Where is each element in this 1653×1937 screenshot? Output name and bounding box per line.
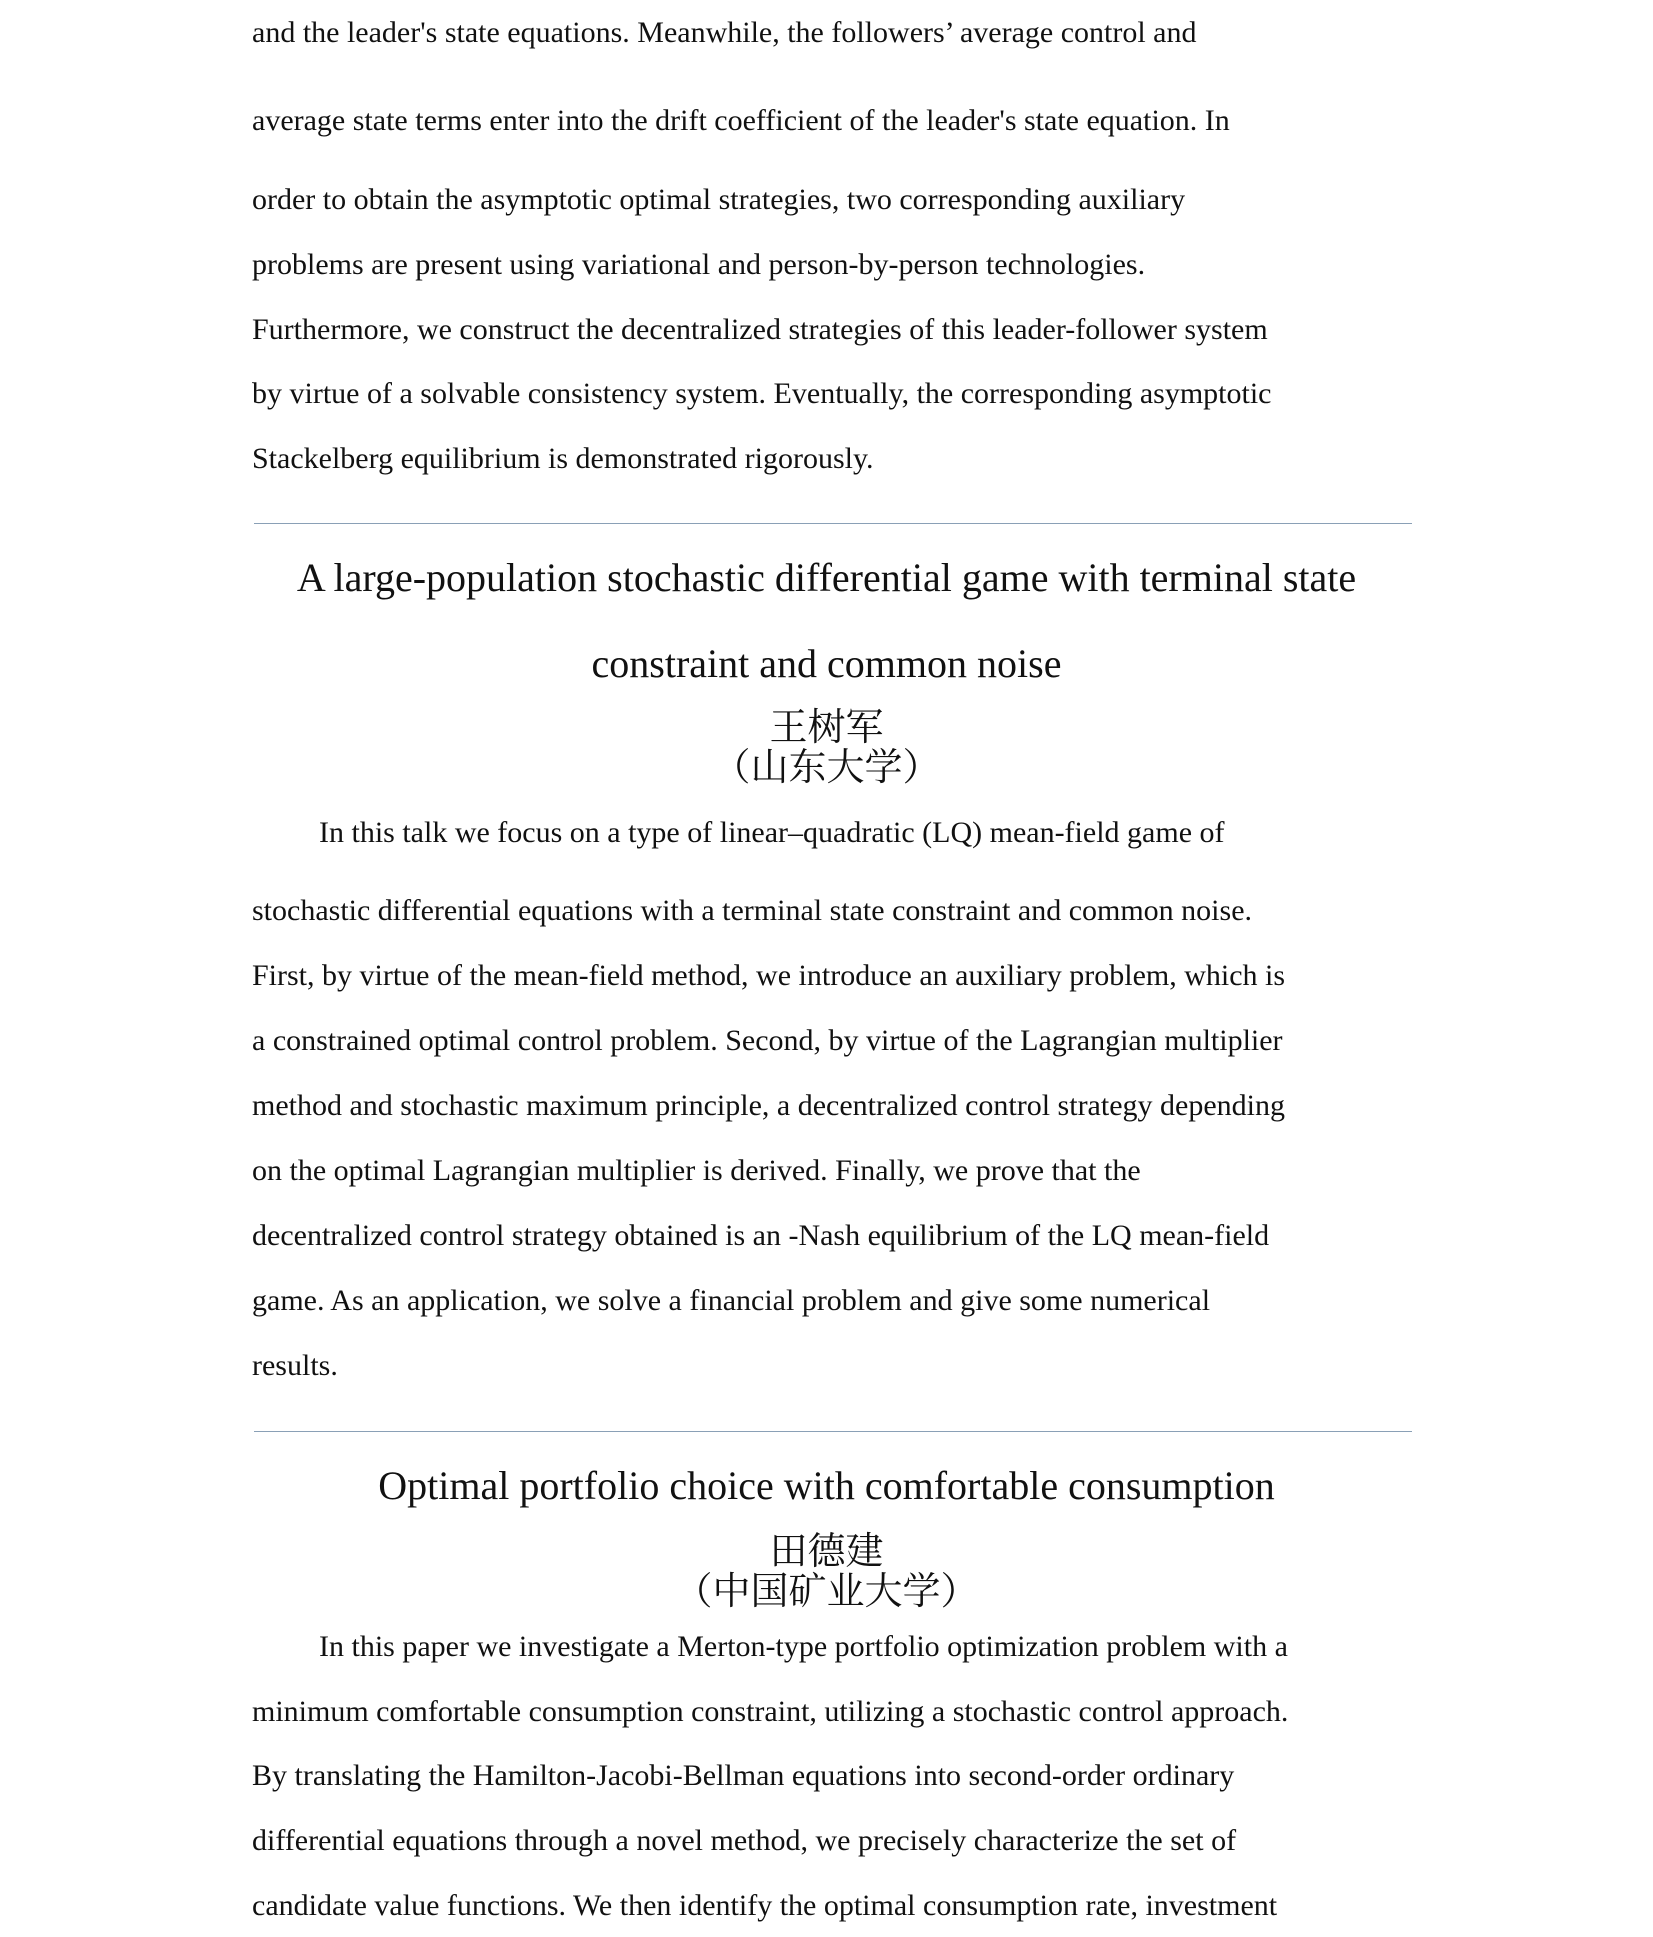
section-divider-2 (254, 1431, 1412, 1432)
talk1-abstract-line-9: results. (252, 1349, 338, 1382)
talk1-abstract-line-2: stochastic differential equations with a terminal state constraint and common noise. (252, 894, 1253, 927)
talk1-title-line-1: A large-population stochastic differential game with terminal state (296, 555, 1357, 600)
talk2-title: Optimal portfolio choice with comfortable consumption (378, 1463, 1275, 1508)
talk2-abstract-line-5: candidate value functions. We then identify the optimal consumption rate, investment (252, 1889, 1278, 1922)
talk1-title-line-2: constraint and common noise (591, 641, 1062, 686)
intro-line-5: Furthermore, we construct the decentralized strategies of this leader-follower system (252, 313, 1268, 346)
talk1-abstract-line-5: method and stochastic maximum principle, a decentralized control strategy depending (252, 1089, 1285, 1122)
talk1-abstract-line-6: on the optimal Lagrangian multiplier is derived. Finally, we prove that the (252, 1154, 1141, 1187)
intro-line-3: order to obtain the asymptotic optimal strategies, two corresponding auxiliary (252, 183, 1186, 216)
talk2-abstract-line-2: minimum comfortable consumption constraint, utilizing a stochastic control approach. (252, 1695, 1289, 1728)
intro-line-4: problems are present using variational and person-by-person technologies. (252, 248, 1146, 281)
intro-line-7: Stackelberg equilibrium is demonstrated rigorously. (252, 442, 874, 475)
talk1-affiliation: （山东大学） (712, 745, 941, 789)
talk1-abstract-line-8: game. As an application, we solve a financial problem and give some numerical (252, 1284, 1211, 1317)
talk2-abstract-line-3: By translating the Hamilton-Jacobi-Bellman equations into second-order ordinary (252, 1759, 1235, 1792)
talk2-abstract-line-4: differential equations through a novel method, we precisely characterize the set of (252, 1824, 1237, 1857)
talk2-affiliation: （中国矿业大学） (674, 1569, 979, 1613)
intro-line-6: by virtue of a solvable consistency system. Eventually, the corresponding asymptotic (252, 377, 1272, 410)
intro-line-1: and the leader's state equations. Meanwhile, the followers’ average control and (252, 16, 1197, 49)
talk1-abstract-line-3: First, by virtue of the mean-field method, we introduce an auxiliary problem, which is (252, 959, 1286, 992)
talk2-abstract-line-1: In this paper we investigate a Merton-type portfolio optimization problem with a (319, 1630, 1288, 1663)
talk1-abstract-line-4: a constrained optimal control problem. Second, by virtue of the Lagrangian multiplier (252, 1024, 1283, 1057)
intro-line-2: average state terms enter into the drift coefficient of the leader's state equation. In (252, 104, 1230, 137)
talk1-abstract-line-1: In this talk we focus on a type of linear–quadratic (LQ) mean-field game of (319, 816, 1225, 849)
talk1-abstract-line-7: decentralized control strategy obtained is an -Nash equilibrium of the LQ mean-field (252, 1219, 1270, 1252)
talk2-speaker: 田德建 (769, 1529, 884, 1573)
section-divider-1 (254, 523, 1412, 524)
talk1-speaker: 王树军 (769, 705, 884, 749)
